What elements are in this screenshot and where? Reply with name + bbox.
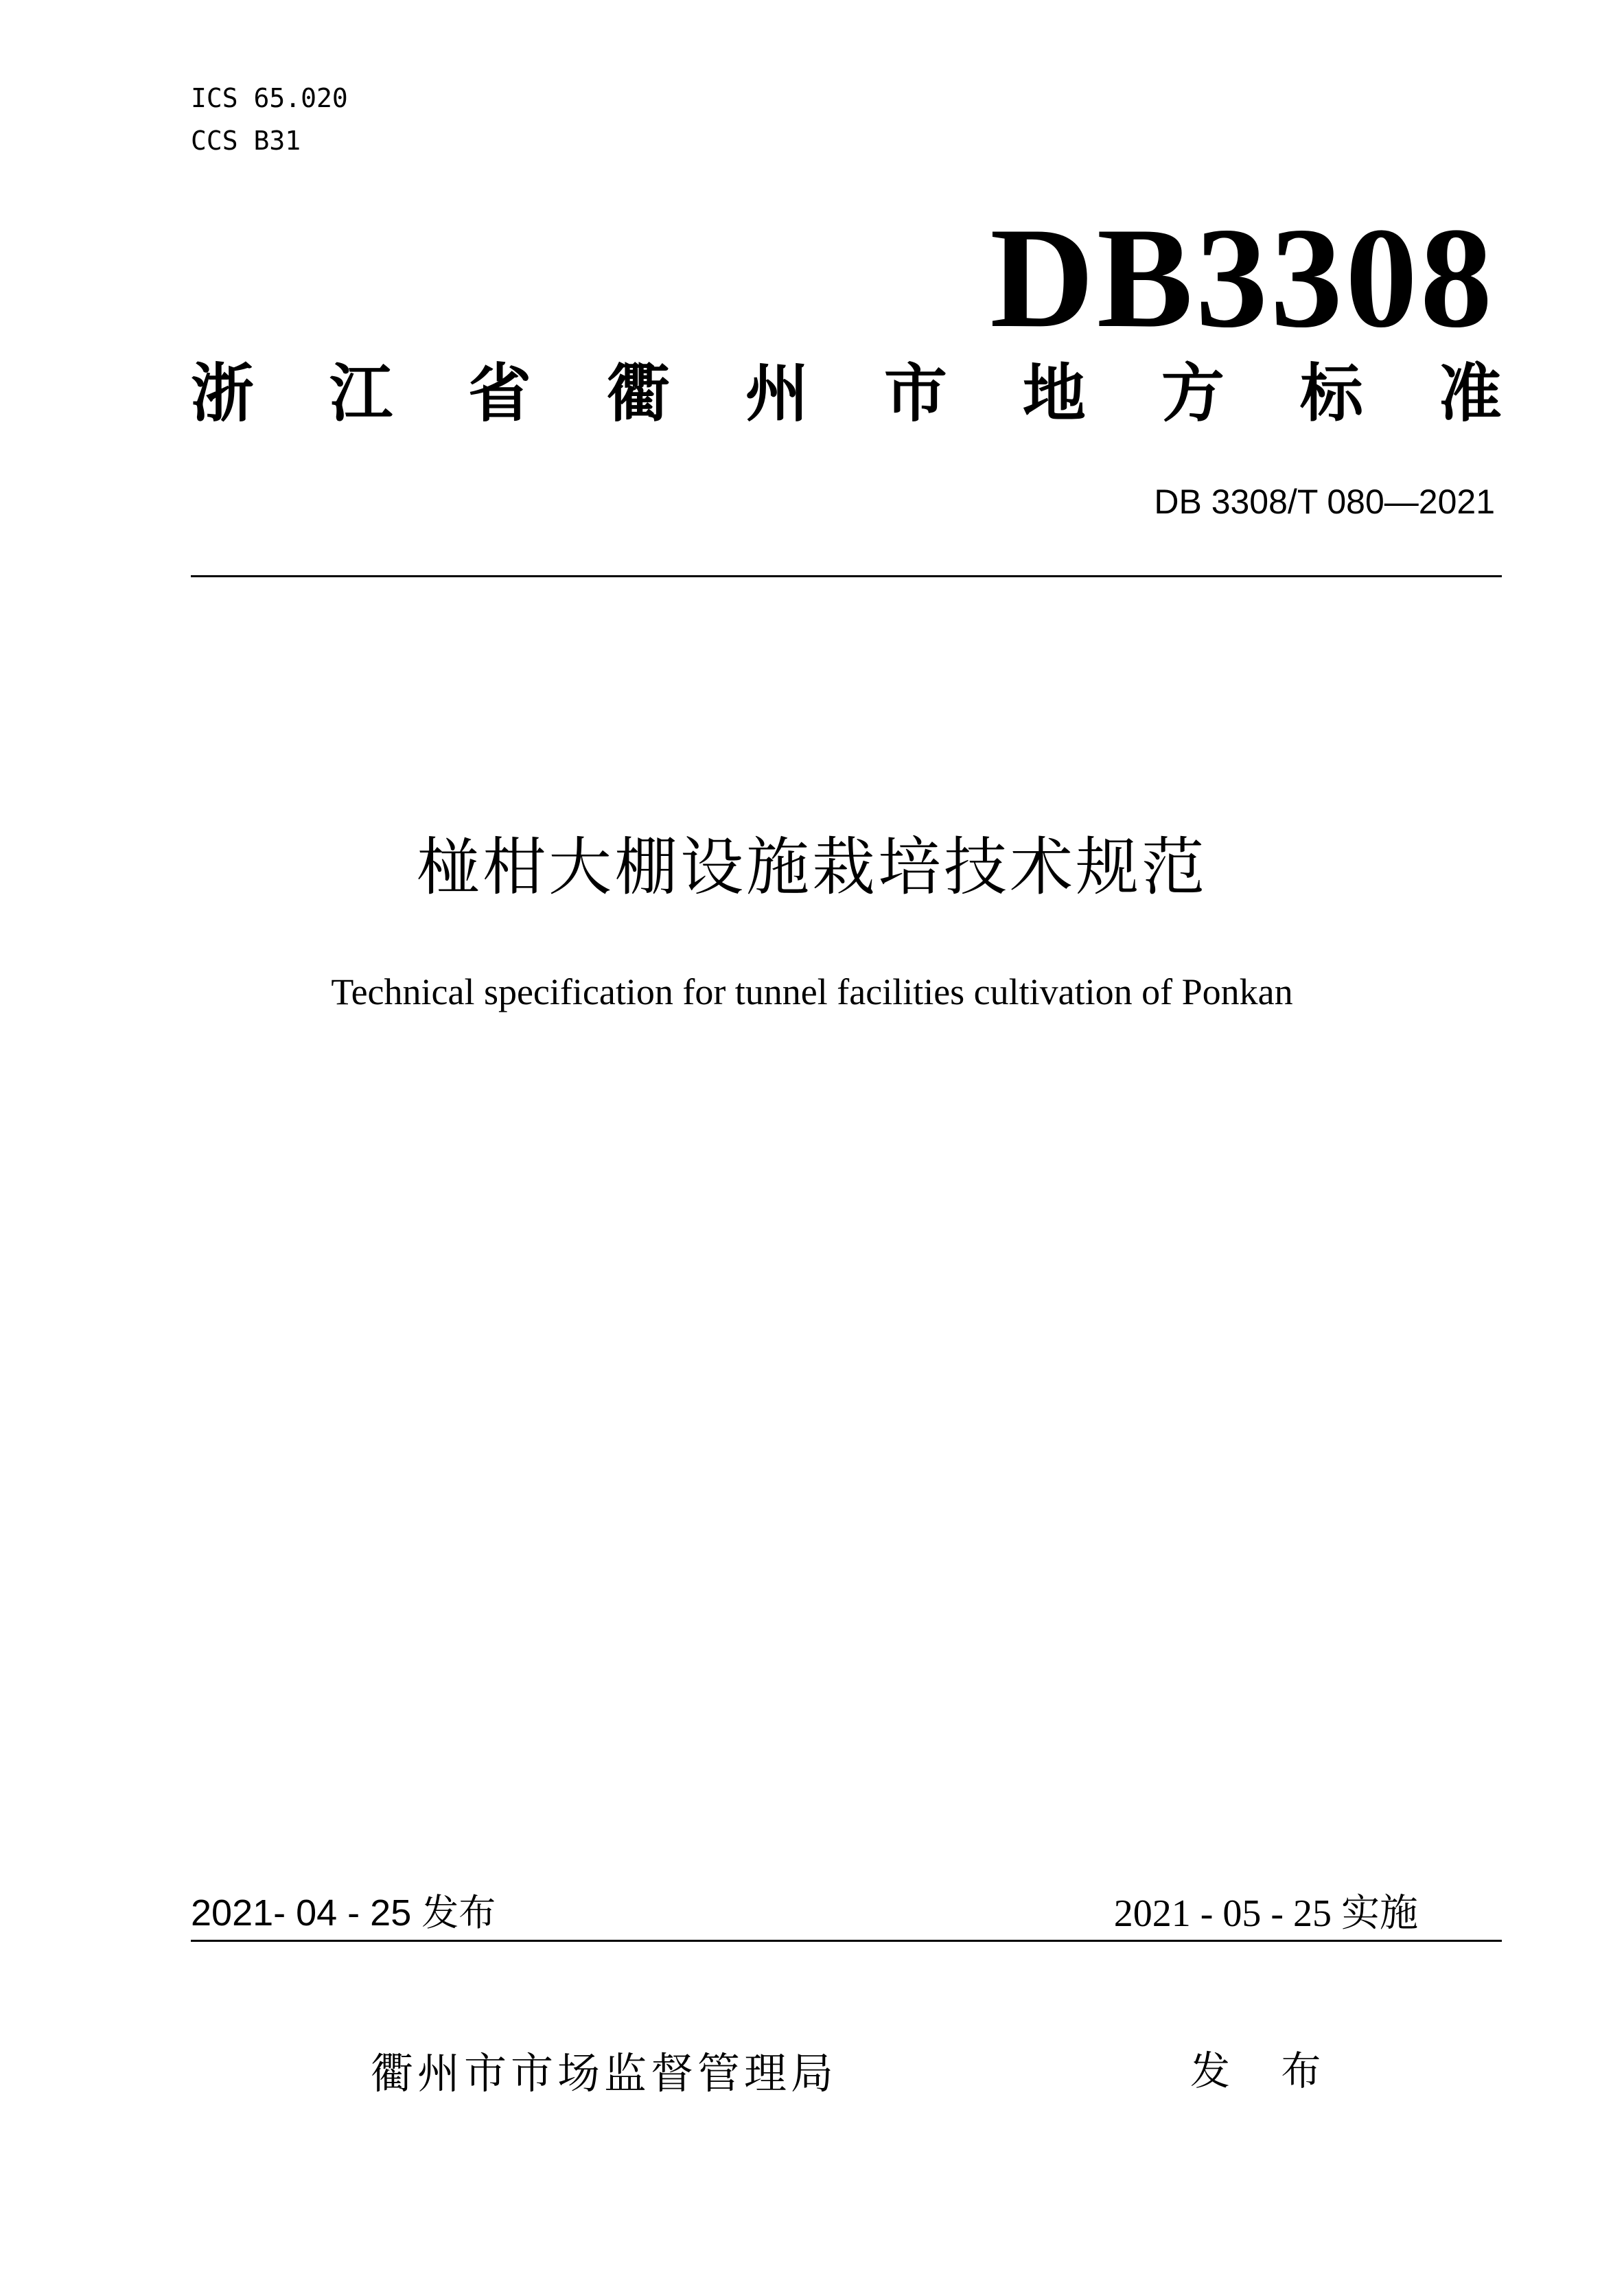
category-char: 方 — [1161, 357, 1225, 430]
category-char: 省 — [467, 357, 531, 430]
ics-code: ICS 65.020 — [191, 83, 348, 113]
standard-number: DB 3308/T 080—2021 — [1154, 483, 1495, 521]
document-title-english: Technical specification for tunnel facilities cultivation of Ponkan — [331, 971, 1293, 1012]
issue-date: 2021- 04 - 25 发布 — [191, 1892, 496, 1934]
bottom-divider — [191, 1940, 1502, 1942]
category-char: 地 — [1022, 357, 1086, 430]
category-char: 州 — [745, 357, 809, 430]
category-char: 浙 — [191, 357, 255, 430]
top-divider — [191, 575, 1502, 577]
category-char: 江 — [329, 357, 393, 430]
ccs-code: CCS B31 — [191, 126, 301, 156]
publisher-name: 衢州市市场监督管理局 — [371, 2048, 838, 2098]
publish-label: 发 布 — [1190, 2048, 1341, 2094]
category-char: 准 — [1438, 357, 1502, 430]
document-title-chinese: 椪柑大棚设施栽培技术规范 — [416, 831, 1207, 904]
category-char: 标 — [1299, 357, 1363, 430]
implementation-date: 2021 - 05 - 25 实施 — [1113, 1892, 1418, 1935]
standard-category-title — [191, 357, 1502, 430]
category-char: 衢 — [606, 357, 670, 430]
category-char: 市 — [883, 357, 947, 430]
standard-code-large: DB3308 — [990, 198, 1495, 358]
